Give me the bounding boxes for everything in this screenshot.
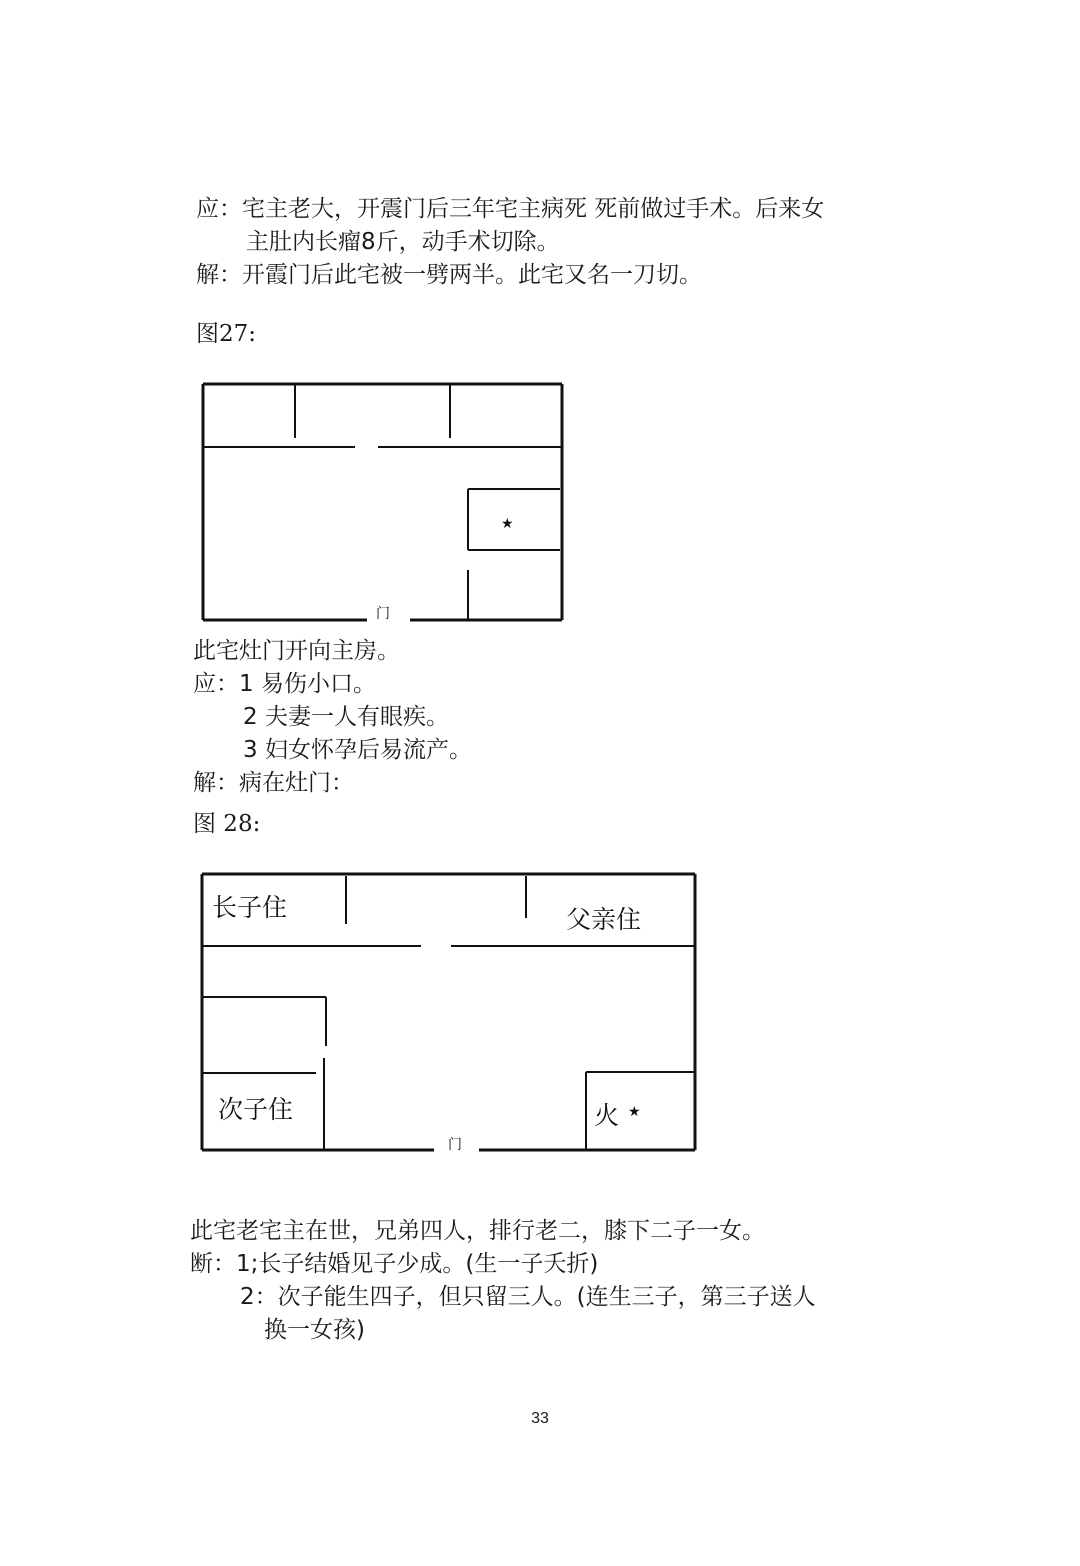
zao-intro: 此宅灶门开向主房。 — [193, 638, 400, 664]
fig28-stove-mark: ★ — [628, 1104, 641, 1120]
house-intro: 此宅老宅主在世，兄弟四人，排行老二，膝下二子一女。 — [190, 1218, 765, 1244]
duan-item-1: 断：1;长子结婚见子少成。(生一子夭折) — [190, 1251, 599, 1277]
jie-line-2: 解：病在灶门： — [193, 770, 354, 796]
page-number: 33 — [531, 1410, 549, 1427]
fig27-caption: 图27: — [196, 321, 257, 347]
floor-plan-28 — [196, 866, 701, 1158]
fig28-caption: 图 28: — [193, 811, 261, 837]
ying-item-3: 3 妇女怀孕后易流产。 — [243, 737, 472, 763]
room-kitchen-fire: 火 — [594, 1101, 620, 1130]
room-parents: 父亲住 — [566, 905, 642, 934]
floor-plan-27 — [195, 376, 570, 628]
ying-item-1: 应：1 易伤小口。 — [193, 671, 376, 697]
fig27-door-label: 门 — [376, 606, 390, 622]
duan-item-2-cont: 换一女孩) — [264, 1317, 365, 1343]
room-eldest-son: 长子住 — [212, 893, 288, 922]
duan-item-2: 2：次子能生四子，但只留三人。(连生三子，第三子送人 — [240, 1284, 816, 1310]
ying-line-2: 主肚内长瘤8斤，动手术切除。 — [246, 229, 560, 255]
room-second-son: 次子住 — [218, 1095, 294, 1124]
fig28-door-label: 门 — [448, 1137, 462, 1153]
ying-line-1: 应：宅主老大，开震门后三年宅主病死 死前做过手术。后来女 — [196, 196, 825, 222]
jie-line: 解：开霞门后此宅被一劈两半。此宅又名一刀切。 — [196, 262, 702, 288]
ying-item-2: 2 夫妻一人有眼疾。 — [243, 704, 449, 730]
fig27-stove-mark: ★ — [501, 516, 514, 532]
